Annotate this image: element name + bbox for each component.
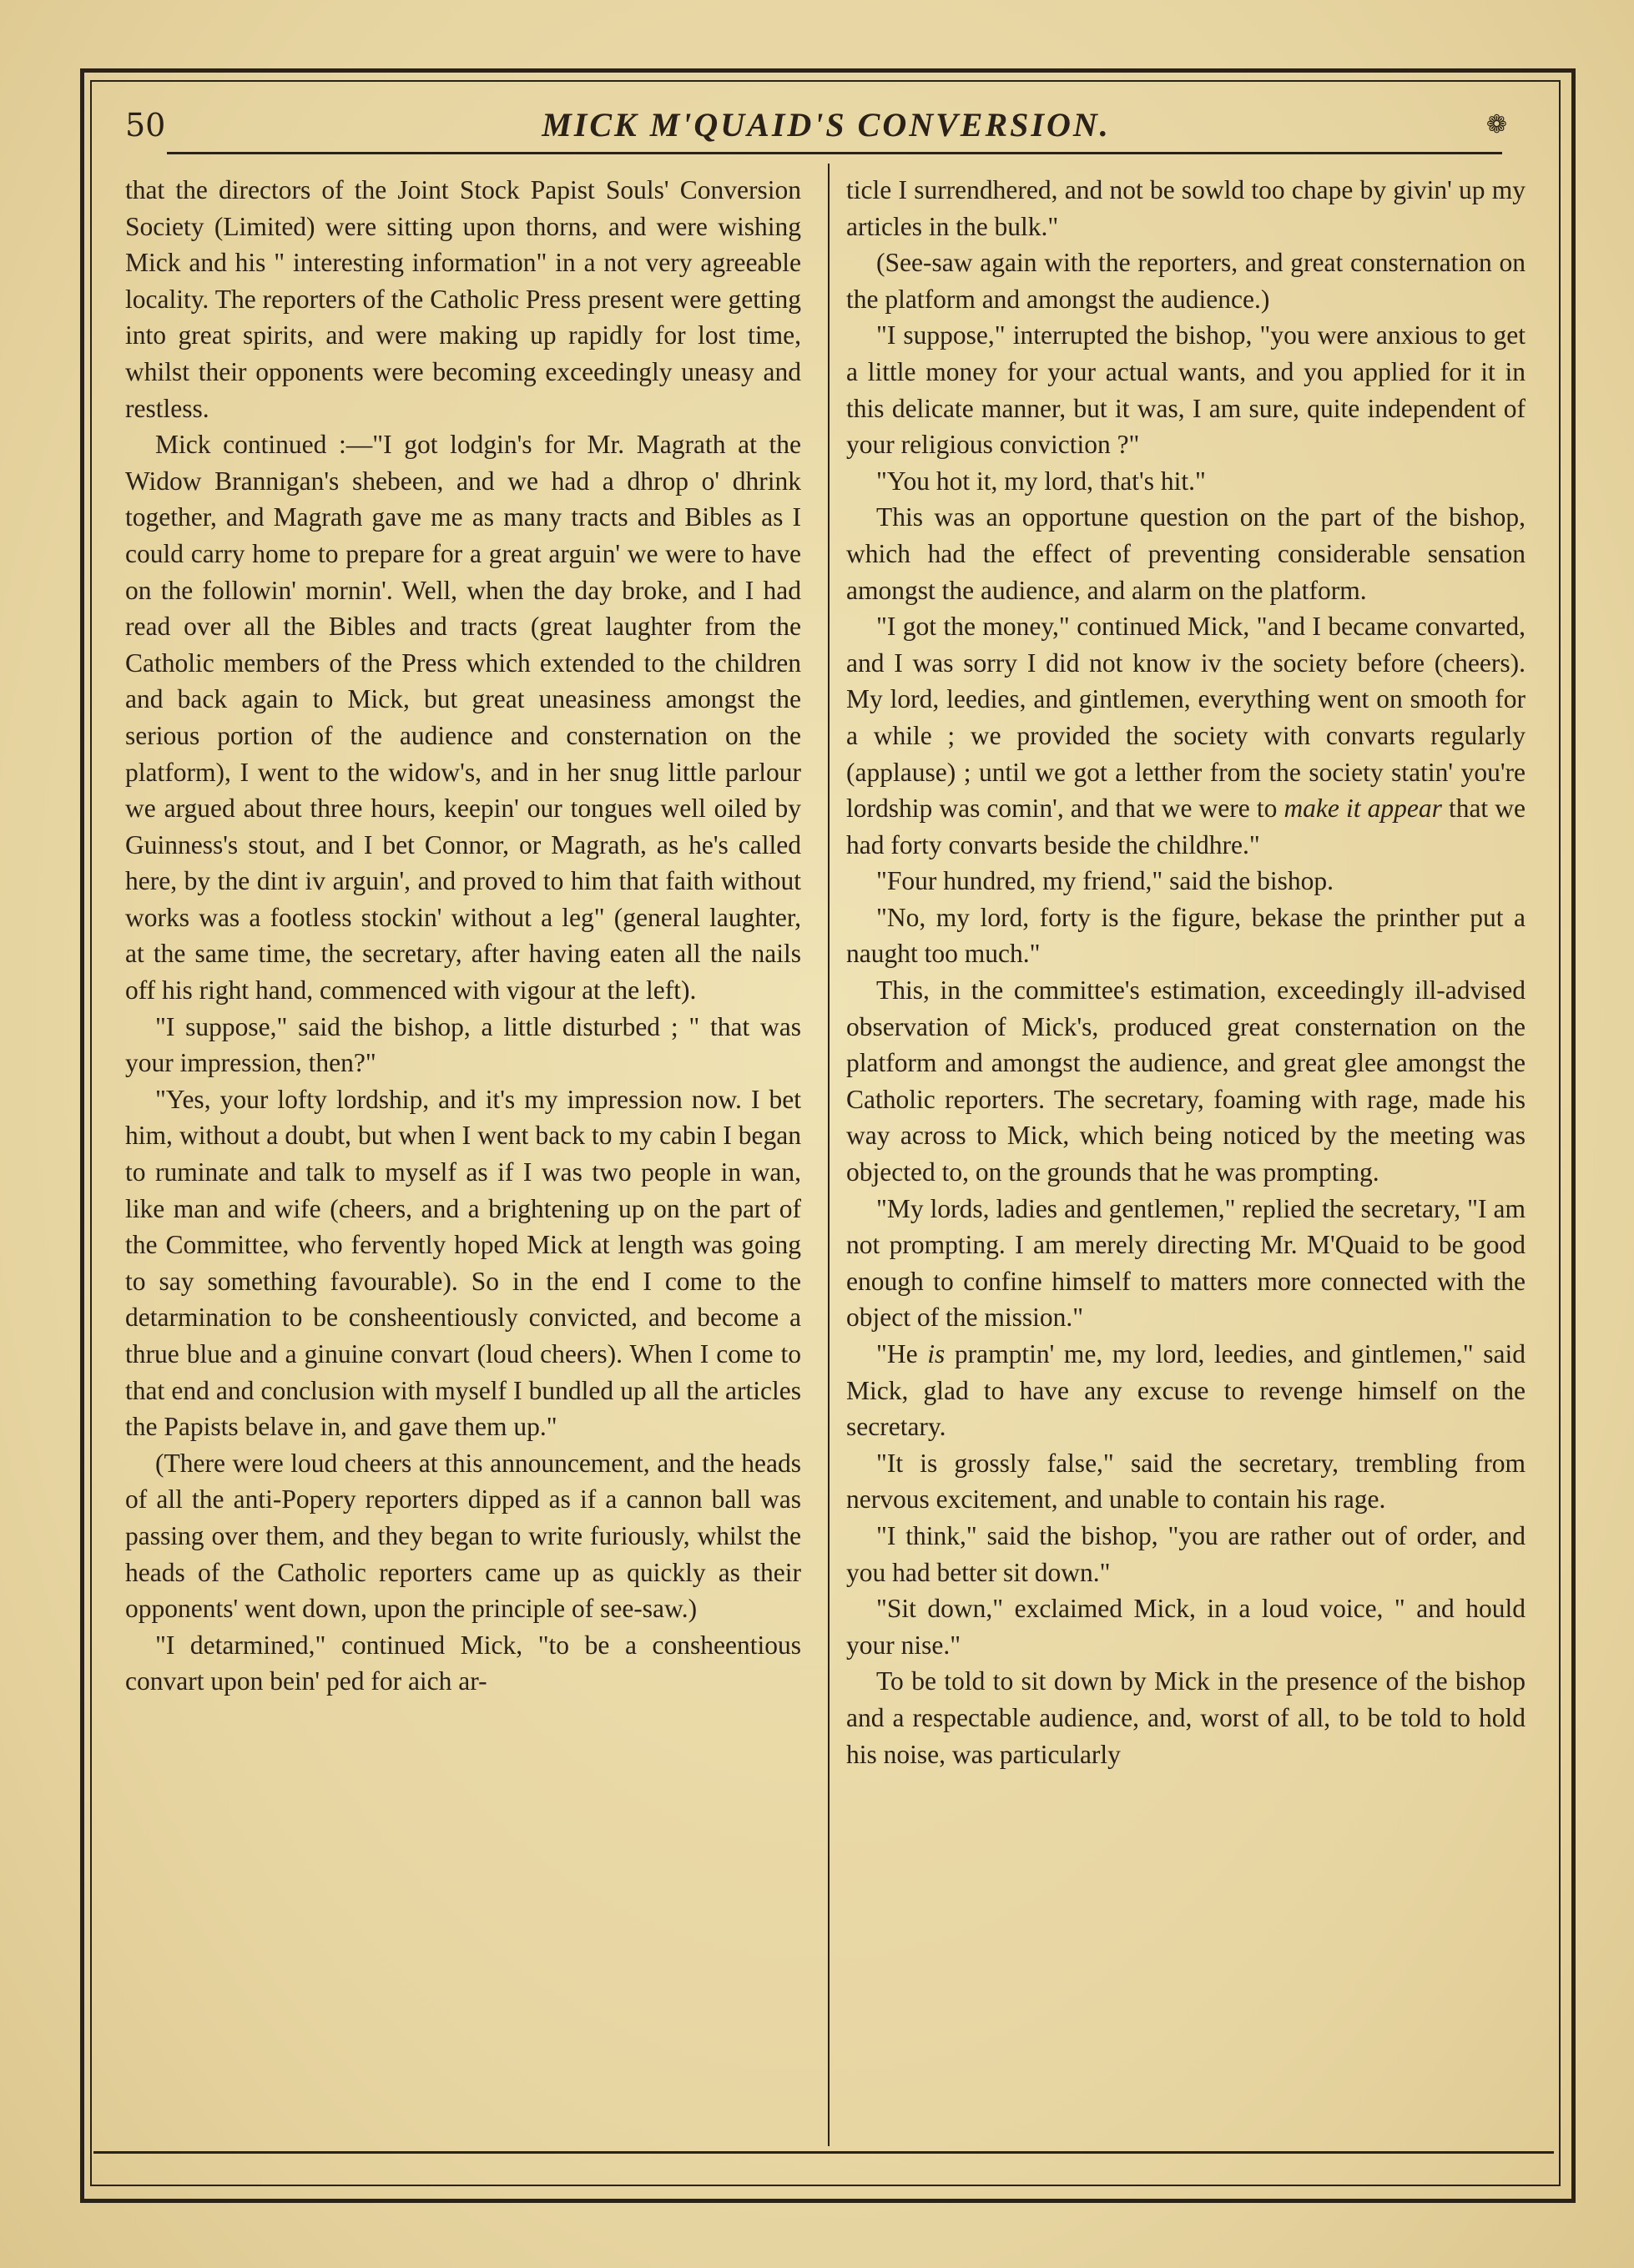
paragraph: "Four hundred, my friend," said the bishop. xyxy=(876,866,1334,896)
text-run: that we had forty convarts beside the childhre." xyxy=(846,794,1526,859)
paragraph: "Yes, your lofty lordship, and it's my impression now. I bet him, without a doubt, but when I went back to my cabin I began to ruminate and talk to myself as if I was two people in wan, like man and wife (cheers, and a brightening up on the part of the Committee, who fervently hoped Mick at length was going to say something favourable). So in the end I come to the detarmination to be consheentiously convicted, and become a thrue blue and a ginuine convart (loud cheers). When I come to that end and conclusion with myself I bundled up all the articles the Papists belave in, and gave them up." xyxy=(125,1084,801,1442)
italic-run: is xyxy=(927,1339,946,1368)
italic-run: make it appear xyxy=(1283,794,1442,824)
header-rule xyxy=(167,152,1502,154)
paragraph: that the directors of the Joint Stock Papist Souls' Conversion Society (Limited) were sitting upon thorns, and were wishing Mick and his " interesting information" in a not very agreeable locality. The reporters of the Catholic Press present were getting into great spirits, and were making up rapidly for lost time, whilst their opponents were becoming exceedingly uneasy and restless. xyxy=(125,175,801,423)
right-column xyxy=(846,172,1526,2141)
running-title: MICK M'QUAID'S CONVERSION. xyxy=(542,106,1111,144)
paragraph: "My lords, ladies and gentlemen," replied the secretary, "I am not prompting. I am merely directing Mr. M'Quaid to be good enough to confine himself to matters more connected with the object of the mission." xyxy=(846,1193,1526,1333)
paragraph: "I detarmined," continued Mick, "to be a consheentious convart upon bein' ped for aich ar- xyxy=(125,1630,801,1696)
paragraph: (See-saw again with the reporters, and great consternation on the platform and amongst the audience.) xyxy=(846,248,1526,314)
column-divider xyxy=(828,164,830,2146)
paragraph xyxy=(846,1336,1526,1445)
page-number: 50 xyxy=(125,107,166,144)
paragraph: This, in the committee's estimation, exceedingly ill-advised observation of Mick's, produced great consternation on the platform and amongst the audience, and great glee amongst the Catholic reporters. The secretary, foaming with rage, made his way across to Mick, which being noticed by the meeting was objected to, on the grounds that he was prompting. xyxy=(846,975,1526,1187)
text-run: "I got the money," continued Mick, "and I became convarted, and I was sorry I did not know iv the society before (cheers). My lord, leedies, and gintlemen, everything went on smooth for a while ; we provided the society with convarts regularly (applause) ; until we got a letther from the society statin' you're lordship was comin', and that we were to xyxy=(846,612,1526,824)
paragraph: "Sit down," exclaimed Mick, in a loud voice, " and hould your nise." xyxy=(846,1594,1526,1660)
text-run: "He xyxy=(876,1339,918,1368)
paragraph: "You hot it, my lord, that's hit." xyxy=(876,466,1206,496)
paragraph: ticle I surrendhered, and not be sowld too chape by givin' up my articles in the bulk." xyxy=(846,175,1526,241)
paragraph: "It is grossly false," said the secretary, trembling from nervous excitement, and unable to contain his rage. xyxy=(846,1448,1526,1515)
paragraph: To be told to sit down by Mick in the presence of the bishop and a respectable audience, and, worst of all, to be told to hold his noise, was particularly xyxy=(846,1666,1526,1769)
ornament-icon: ❁ xyxy=(1485,110,1507,139)
paragraph: "I suppose," said the bishop, a little disturbed ; " that was your impression, then?" xyxy=(125,1011,801,1078)
paragraph xyxy=(846,608,1526,863)
paragraph: Mick continued :—"I got lodgin's for Mr. Magrath at the Widow Brannigan's shebeen, and we had a dhrop o' dhrink together, and Magrath gave me as many tracts and Bibles as I could carry home to prepare for a great arguin' we were to have on the followin' mornin'. Well, when the day broke, and I had read over all the Bibles and tracts (great laughter from the Catholic members of the Press which extended to the children and back again to Mick, but great uneasiness amongst the serious portion of the audience and consternation on the platform), I went to the widow's, and in her snug little parlour we argued about three hours, keepin' our tongues well oiled by Guinness's stout, and I bet Connor, or Magrath, as he's called here, by the dint iv arguin', and proved to him that faith without works was a footless stockin' without a leg" (general laughter, at the same time, the secretary, after having eaten all the nails off his right hand, commenced with vigour at the left). xyxy=(125,430,801,1005)
paragraph: "No, my lord, forty is the figure, bekase the printher put a naught too much." xyxy=(846,902,1526,969)
text-run: pramptin' me, my lord, leedies, and gintlemen," said Mick, glad to have any excuse to revenge himself on the secretary. xyxy=(846,1339,1526,1442)
paragraph: "I suppose," interrupted the bishop, "you were anxious to get a little money for your actual wants, and you applied for it in this delicate manner, but it was, I am sure, quite independent of your religious conviction ?" xyxy=(846,320,1526,460)
paragraph: This was an opportune question on the part of the bishop, which had the effect of preventing considerable sensation amongst the audience, and alarm on the platform. xyxy=(846,502,1526,605)
left-column xyxy=(125,172,801,2141)
paragraph: (There were loud cheers at this announcement, and the heads of all the anti-Popery reporters dipped as if a cannon ball was passing over them, and they began to write furiously, whilst the heads of the Catholic reporters came up as quickly as their opponents' went down, upon the principle of see-saw.) xyxy=(125,1448,801,1624)
footer-rule xyxy=(93,2151,1554,2154)
paragraph: "I think," said the bishop, "you are rather out of order, and you had better sit down." xyxy=(846,1520,1526,1587)
page-header xyxy=(117,100,1536,159)
